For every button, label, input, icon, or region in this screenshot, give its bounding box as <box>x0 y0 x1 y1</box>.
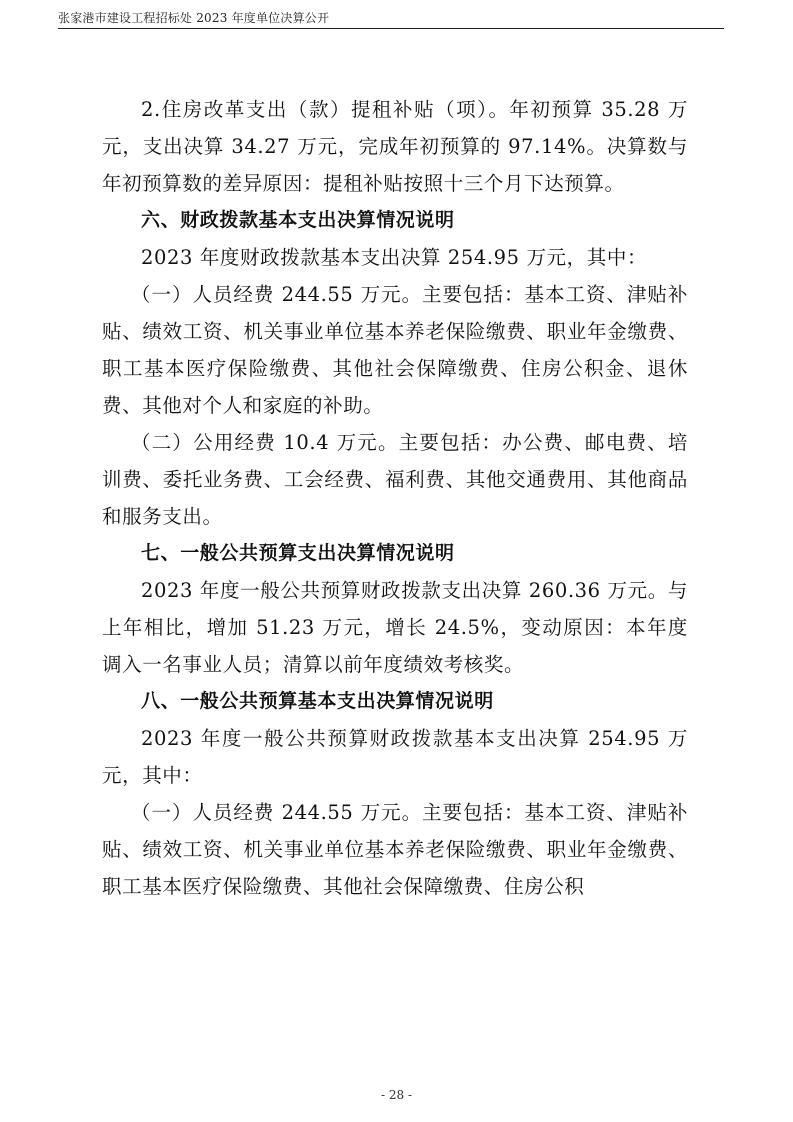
section-heading-6: 六、财政拨款基本支出决算情况说明 <box>141 209 455 231</box>
section-heading-7: 七、一般公共预算支出决算情况说明 <box>141 542 455 564</box>
paragraph-rent-subsidy: 2.住房改革支出（款）提租补贴（项）。年初预算 35.28 万元，支出决算 34.27 万元，完成年初预算的 97.14%。决算数与年初预算数的差异原因：提租补贴按照十三个月下达预算。 <box>102 98 688 195</box>
paragraph-6-public-expenses: （二）公用经费 10.4 万元。主要包括：办公费、邮电费、培训费、委托业务费、工会经费、福利费、其他交通费用、其他商品和服务支出。 <box>102 431 688 528</box>
paragraph-6-personnel-expenses: （一）人员经费 244.55 万元。主要包括：基本工资、津贴补贴、绩效工资、机关事业单位基本养老保险缴费、职业年金缴费、职工基本医疗保险缴费、其他社会保障缴费、住房公积金、退休费、其他对个人和家庭的补助。 <box>102 283 688 417</box>
section-heading-8: 八、一般公共预算基本支出决算情况说明 <box>141 690 494 712</box>
paragraph-7: 2023 年度一般公共预算财政拨款支出决算 260.36 万元。与上年相比，增加 51.23 万元，增长 24.5%，变动原因：本年度调入一名事业人员；清算以前年度绩效考核奖。 <box>102 579 688 676</box>
page-header <box>58 6 724 29</box>
document-body <box>102 91 688 905</box>
paragraph-8-intro: 2023 年度一般公共预算财政拨款基本支出决算 254.95 万元，其中： <box>102 727 688 787</box>
page-number: - 28 - <box>380 1088 412 1102</box>
header-title: 张家港市建设工程招标处 2023 年度单位决算公开 <box>58 11 330 25</box>
paragraph-8-personnel-expenses: （一）人员经费 244.55 万元。主要包括：基本工资、津贴补贴、绩效工资、机关事业单位基本养老保险缴费、职业年金缴费、职工基本医疗保险缴费、其他社会保障缴费、住房公积 <box>102 801 688 898</box>
paragraph-6-intro: 2023 年度财政拨款基本支出决算 254.95 万元，其中： <box>141 246 648 269</box>
